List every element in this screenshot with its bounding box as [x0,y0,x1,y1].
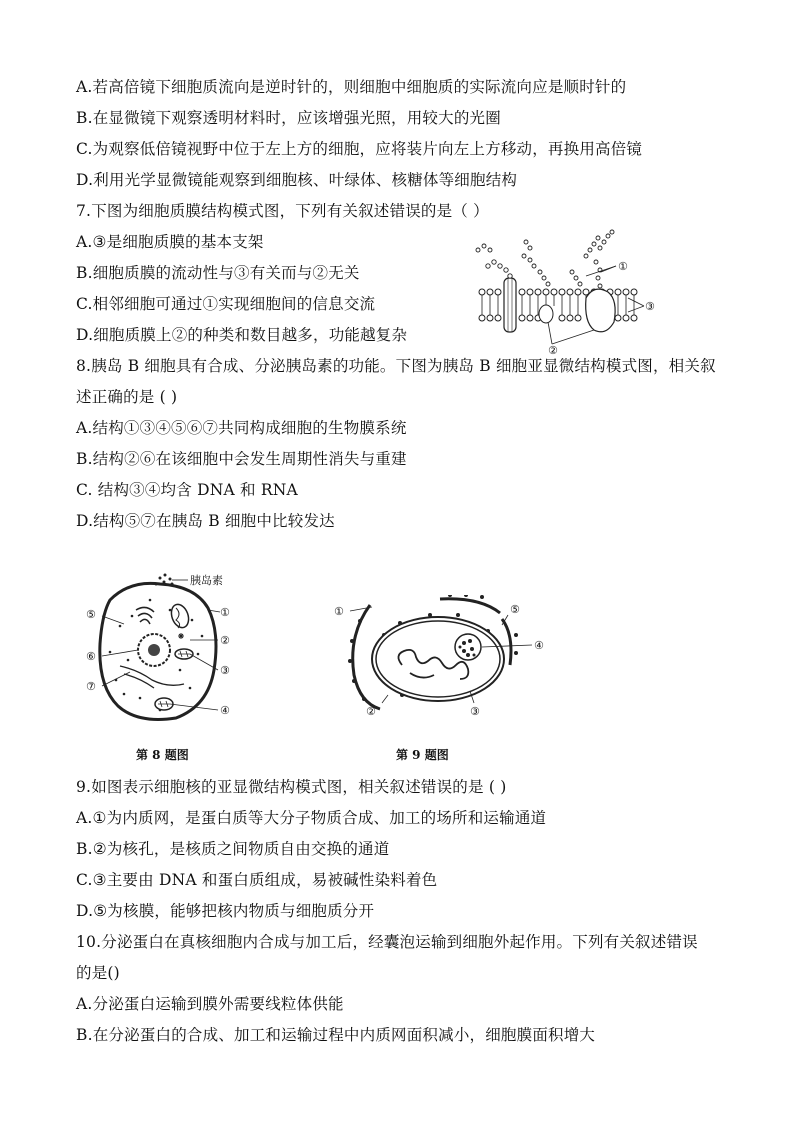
q6-option-c: C.为观察低倍镜视野中位于左上方的细胞，应将装片向左上方移动，再换用高倍镜 [76,140,643,158]
fig8-marker-1: ① [220,606,230,619]
q8-option-d: D.结构⑤⑦在胰岛 B 细胞中比较发达 [76,512,335,530]
q8-option-a: A.结构①③④⑤⑥⑦共同构成细胞的生物膜系统 [76,419,407,437]
q8-stem-line1: 8.胰岛 B 细胞具有合成、分泌胰岛素的功能。下图为胰岛 B 细胞亚显微结构模式图，相关叙 [76,357,716,375]
q9-option-c: C.③主要由 DNA 和蛋白质组成，易被碱性染料着色 [76,871,438,889]
q9-option-d: D.⑤为核膜，能够把核内物质与细胞质分开 [76,902,375,920]
fig9-marker-2: ② [366,705,376,718]
membrane-marker-1: ① [618,260,628,273]
q9-option-a: A.①为内质网，是蛋白质等大分子物质合成、加工的场所和运输通道 [76,809,547,827]
fig9-marker-5: ⑤ [510,603,520,616]
fig8-marker-3: ③ [220,664,230,677]
membrane-marker-2: ② [548,344,558,356]
fig8-marker-7: ⑦ [86,680,96,693]
fig8-marker-4: ④ [220,704,230,717]
fig8-marker-5: ⑤ [86,608,96,621]
cell-membrane-figure [468,226,668,356]
q7-option-d: D.细胞质膜上②的种类和数目越多，功能越复杂 [76,326,408,344]
membrane-marker-3: ③ [645,300,655,313]
fig8-insulin-label: 胰岛素 [190,574,223,587]
q9-stem: 9.如图表示细胞核的亚显微结构模式图，相关叙述错误的是 ( ) [76,778,507,796]
q7-option-a: A.③是细胞质膜的基本支架 [76,233,264,251]
fig9-marker-4: ④ [534,639,544,652]
q6-option-b: B.在显微镜下观察透明材料时，应该增强光照，用较大的光圈 [76,109,501,127]
q7-option-c: C.相邻细胞可通过①实现细胞间的信息交流 [76,295,376,313]
fig8-marker-6: ⑥ [86,650,96,663]
q9-option-b: B.②为核孔，是核质之间物质自由交换的通道 [76,840,390,858]
fig9-caption: 第 9 题图 [396,748,449,762]
fig9-marker-3: ③ [470,705,480,718]
q10-stem-line2: 的是() [76,964,120,982]
fig8-caption: 第 8 题图 [136,748,189,762]
q7-stem: 7.下图为细胞质膜结构模式图，下列有关叙述错误的是（ ） [76,202,489,220]
q10-option-a: A.分泌蛋白运输到膜外需要线粒体供能 [76,995,344,1013]
q8-option-c: C. 结构③④均含 DNA 和 RNA [76,481,298,499]
fig8-marker-2: ② [220,634,230,647]
fig9-marker-1: ① [334,605,344,618]
q6-option-a: A.若高倍镜下细胞质流向是逆时针的，则细胞中细胞质的实际流向应是顺时针的 [76,78,627,96]
q10-option-b: B.在分泌蛋白的合成、加工和运输过程中内质网面积减小，细胞膜面积增大 [76,1026,596,1044]
q10-stem-line1: 10.分泌蛋白在真核细胞内合成与加工后，经囊泡运输到细胞外起作用。下列有关叙述错误 [76,933,698,951]
q6-option-d: D.利用光学显微镜能观察到细胞核、叶绿体、核糖体等细胞结构 [76,171,518,189]
q7-option-b: B.细胞质膜的流动性与③有关而与②无关 [76,264,360,282]
figure-9-nucleus [330,595,560,725]
q8-option-b: B.结构②⑥在该细胞中会发生周期性消失与重建 [76,450,407,468]
figure-8-islet-b-cell [80,570,250,730]
q8-stem-line2: 述正确的是 ( ) [76,388,178,406]
